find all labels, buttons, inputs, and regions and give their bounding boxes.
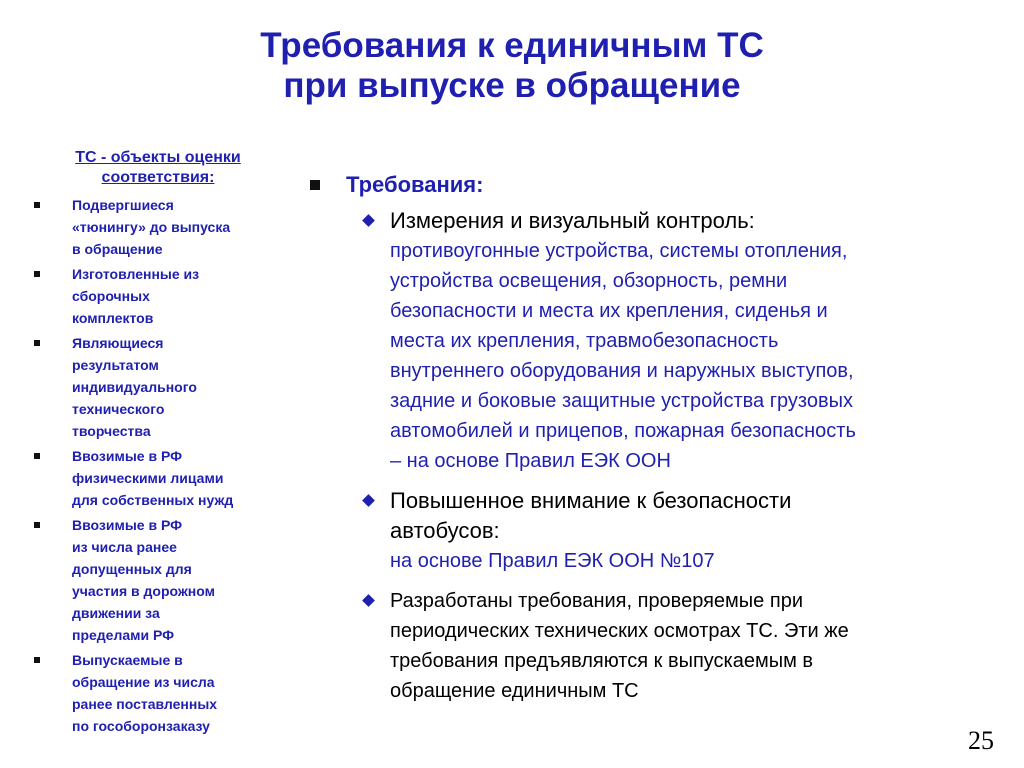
left-list-item (34, 649, 282, 737)
detail-line: безопасности и места их крепления, сиденья и (390, 300, 828, 322)
slide-title (150, 26, 874, 106)
detail-line: места их крепления, травмобезопасность (390, 330, 779, 352)
left-heading-line-1: ТС - объекты оценки (75, 149, 241, 166)
left-heading-line-2: соответствия: (101, 169, 215, 186)
square-bullet-icon (34, 202, 40, 208)
left-item-line: по гособоронзаказу (72, 718, 210, 734)
left-item-line: для собственных нужд (72, 492, 234, 508)
left-item-line: физическими лицами (72, 470, 224, 486)
left-item-line: технического (72, 401, 165, 417)
left-item-line: Ввозимые в РФ (72, 517, 183, 533)
left-list-item (34, 445, 282, 511)
requirement-lead (390, 486, 998, 576)
text-line: Разработаны требования, проверяемые при (390, 590, 803, 612)
diamond-bullet-icon (362, 494, 375, 507)
detail-line: – на основе Правил ЕЭК ООН (390, 450, 671, 472)
requirements-heading (308, 170, 998, 200)
left-item-line: «тюнингу» до выпуска (72, 219, 231, 235)
left-item-line: сборочных (72, 288, 150, 304)
requirements-heading-text: Требования: (346, 172, 484, 197)
left-item-line: Являющиеся (72, 335, 164, 351)
left-item-line: творчества (72, 423, 151, 439)
text-line: периодических технических осмотрах ТС. Эти же (390, 620, 849, 642)
requirements-list (308, 206, 998, 706)
slide-title-line-1: Требования к единичным ТС (260, 26, 764, 65)
left-bullet-list (34, 194, 282, 737)
left-item-line: Ввозимые в РФ (72, 448, 183, 464)
requirement-item-measurements (308, 206, 998, 476)
requirement-item-bus-safety (308, 486, 998, 576)
diamond-bullet-icon (362, 594, 375, 607)
left-list-item (34, 263, 282, 329)
text-line: требования предъявляются к выпускаемым в (390, 650, 814, 672)
page-number: 25 (968, 726, 994, 755)
slide-title-line-2: при выпуске в обращение (283, 66, 741, 105)
left-item-line: результатом (72, 357, 159, 373)
left-column (34, 148, 282, 740)
detail-line: противоугонные устройства, системы отопления, (390, 240, 848, 262)
detail-line: задние и боковые защитные устройства грузовых (390, 390, 853, 412)
lead-line-text: автобусов: (390, 518, 500, 543)
text-line: обращение единичным ТС (390, 680, 639, 702)
left-heading (34, 148, 282, 188)
lead-line: Повышенное внимание к безопасности (390, 488, 792, 513)
right-column (308, 170, 998, 716)
detail-line: внутреннего оборудования и наружных выступов, (390, 360, 854, 382)
detail-line: автомобилей и прицепов, пожарная безопасность (390, 420, 856, 442)
left-item-line: участия в дорожном (72, 583, 215, 599)
square-bullet-icon (34, 340, 40, 346)
requirement-text (390, 586, 998, 706)
left-item-line: обращение из числа (72, 674, 215, 690)
left-list-item (34, 194, 282, 260)
square-bullet-icon (34, 522, 40, 528)
requirement-detail (390, 236, 998, 476)
square-bullet-icon (34, 271, 40, 277)
lead-line (390, 516, 998, 576)
left-item-line: ранее поставленных (72, 696, 218, 712)
left-list-item (34, 514, 282, 646)
diamond-bullet-icon (362, 214, 375, 227)
left-item-line: пределами РФ (72, 627, 175, 643)
left-item-line: в обращение (72, 241, 163, 257)
left-item-line: из числа ранее (72, 539, 177, 555)
square-bullet-icon (310, 180, 320, 190)
left-item-line: движении за (72, 605, 160, 621)
left-item-line: Подвергшиеся (72, 197, 174, 213)
left-item-line: Изготовленные из (72, 266, 200, 282)
left-item-line: комплектов (72, 310, 154, 326)
requirement-lead: Измерения и визуальный контроль: (390, 208, 755, 233)
left-list-item (34, 332, 282, 442)
requirement-detail: на основе Правил ЕЭК ООН №107 (390, 550, 715, 572)
left-item-line: индивидуального (72, 379, 197, 395)
left-item-line: Выпускаемые в (72, 652, 183, 668)
square-bullet-icon (34, 453, 40, 459)
requirement-item-inspections (308, 586, 998, 706)
left-item-line: допущенных для (72, 561, 192, 577)
detail-line: устройства освещения, обзорность, ремни (390, 270, 788, 292)
square-bullet-icon (34, 657, 40, 663)
